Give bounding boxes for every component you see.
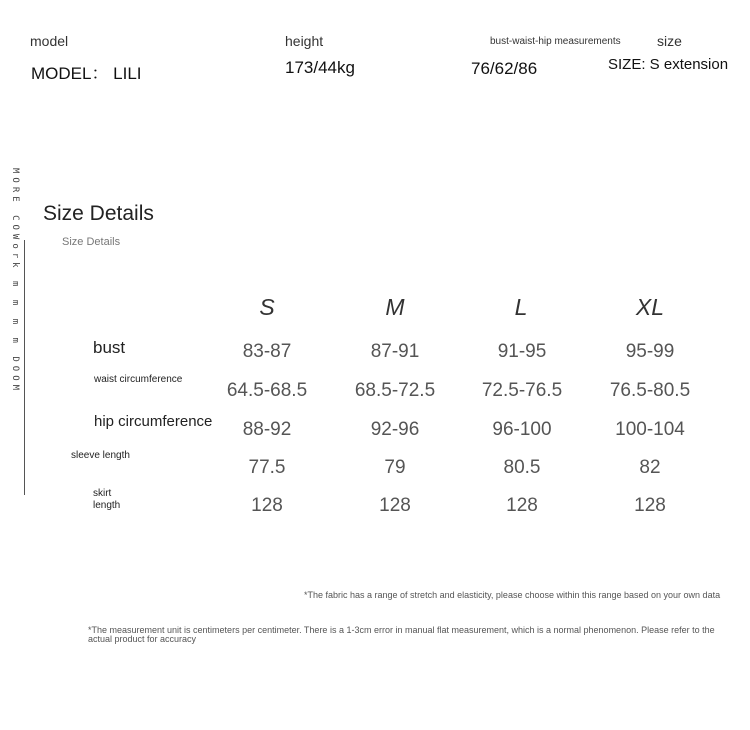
table-cell: 79 xyxy=(384,457,406,478)
sidebar-divider xyxy=(24,240,25,495)
table-cell: 83-87 xyxy=(242,341,292,362)
model-measurements: 76/62/86 xyxy=(471,59,538,78)
measurements-label: bust-waist-hip measurements xyxy=(490,36,621,47)
table-cell: 87-91 xyxy=(370,341,420,362)
row-label: skirt length xyxy=(93,488,121,511)
row-label: bust xyxy=(93,338,126,357)
table-cell: 95-99 xyxy=(625,341,675,362)
table-cell: 96-100 xyxy=(492,419,552,440)
vertical-brand-text: MORE COWork m m m m DOOM xyxy=(10,168,20,395)
page-subtitle: Size Details xyxy=(62,236,121,248)
size-header-l: L xyxy=(514,294,528,320)
table-cell: 88-92 xyxy=(242,419,292,440)
table-cell: 128 xyxy=(506,495,538,516)
size-header-s: S xyxy=(259,294,275,320)
model-name: MODEL： LILI xyxy=(31,64,142,83)
page-title: Size Details xyxy=(43,202,154,225)
table-cell: 100-104 xyxy=(615,419,685,440)
model-height: 173/44kg xyxy=(285,58,355,77)
table-cell: 82 xyxy=(639,457,661,478)
measurement-note: *The measurement unit is centimeters per centimeter. There is a 1-3cm error in manual flat measurement, which is a normal phenomenon. Please refer to the actual product for accuracy xyxy=(88,625,715,644)
model-size: SIZE: S extension xyxy=(608,56,729,73)
table-cell: 80.5 xyxy=(503,457,541,478)
height-label: height xyxy=(285,33,324,49)
row-label: waist circumference xyxy=(94,374,183,385)
table-cell: 68.5-72.5 xyxy=(354,380,436,401)
size-header-m: M xyxy=(385,294,405,320)
table-cell: 128 xyxy=(379,495,411,516)
size-label: size xyxy=(657,33,682,49)
table-cell: 77.5 xyxy=(248,457,286,478)
table-cell: 92-96 xyxy=(370,419,420,440)
row-label: hip circumference xyxy=(94,413,213,430)
fabric-note: *The fabric has a range of stretch and elasticity, please choose within this range based on your own data xyxy=(304,590,721,600)
table-cell: 76.5-80.5 xyxy=(609,380,691,401)
size-header-xl: XL xyxy=(635,294,665,320)
table-cell: 72.5-76.5 xyxy=(481,380,563,401)
table-cell: 128 xyxy=(251,495,283,516)
table-cell: 64.5-68.5 xyxy=(226,380,308,401)
model-label: model xyxy=(30,33,69,49)
table-cell: 91-95 xyxy=(497,341,547,362)
table-cell: 128 xyxy=(634,495,666,516)
row-label: sleeve length xyxy=(71,450,130,461)
